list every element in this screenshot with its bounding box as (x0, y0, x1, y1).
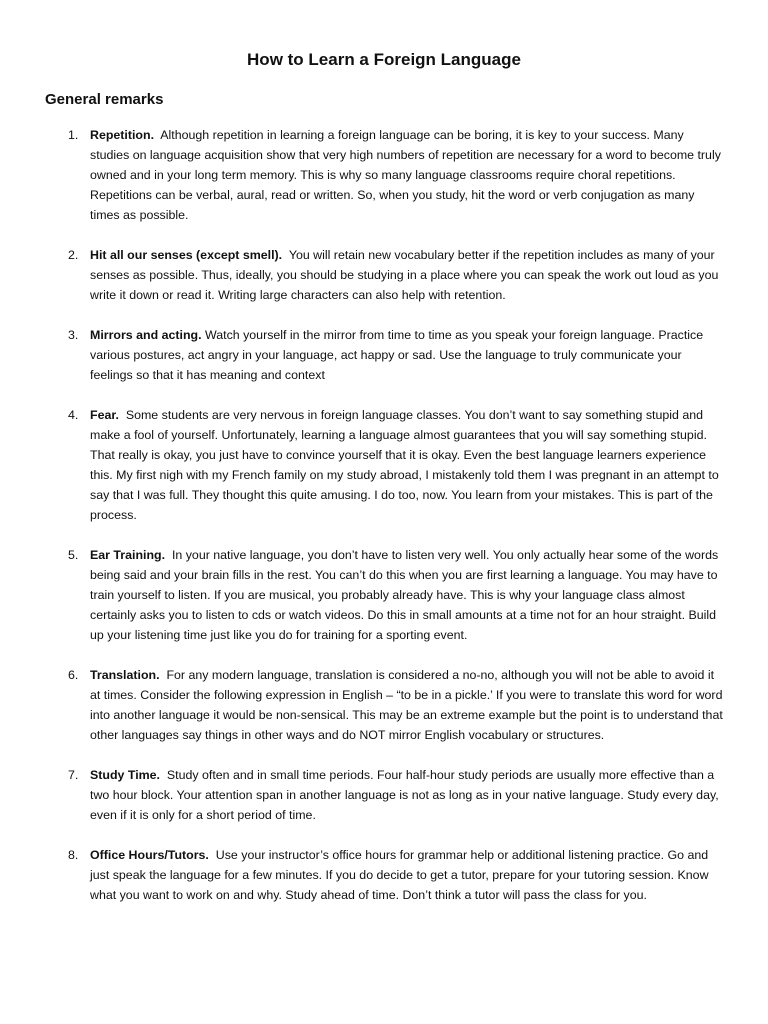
item-number: 7. (68, 768, 79, 782)
item-number: 6. (68, 668, 79, 682)
list-item (68, 545, 726, 645)
item-body: Watch yourself in the mirror from time to time as you speak your foreign language. Practice various postures, act angry in your language, act happy or sad. Use the language to truly communicate your feelings so that it has meaning and context (90, 328, 704, 382)
item-title: Office Hours/Tutors. (90, 848, 209, 862)
list-item (68, 325, 726, 385)
item-title: Fear. (90, 408, 119, 422)
list-item (68, 405, 726, 525)
item-number: 4. (68, 408, 79, 422)
item-body: Study often and in small time periods. Four half-hour study periods are usually more effective than a two hour block. Your attention span in another language is not as long as in your native language. Study every day, even if it is only for a short period of time. (90, 768, 719, 822)
list-item (68, 125, 726, 225)
item-title: Translation. (90, 668, 160, 682)
item-number: 2. (68, 248, 79, 262)
item-number: 8. (68, 848, 79, 862)
item-body: Use your instructor’s office hours for grammar help or additional listening practice. Go and just speak the language for a few minutes. If you do decide to get a tutor, prepare for your tutoring session. Know what you want to work on and why. Study ahead of time. Don’t think a tutor will pass the class for you. (90, 848, 709, 902)
remarks-list (0, 125, 768, 925)
item-number: 5. (68, 548, 79, 562)
list-item (68, 245, 726, 305)
list-item (68, 845, 726, 905)
list-item (68, 665, 726, 745)
item-title: Repetition. (90, 128, 155, 142)
item-body: You will retain new vocabulary better if the repetition includes as many of your senses as possible. Thus, ideally, you should be studying in a place where you can speak the work out loud as you write it down or read it. Writing large characters can also help with retention. (90, 248, 719, 302)
item-body: Although repetition in learning a foreign language can be boring, it is key to your success. Many studies on language acquisition show that very high numbers of repetition are necessary for a word to become truly owned and in your long term memory. This is why so many language classrooms require choral repetitions. Repetitions can be verbal, aural, read or written. So, when you study, hit the word or verb conjugation as many times as possible. (90, 128, 721, 222)
item-title: Ear Training. (90, 548, 166, 562)
document-title: How to Learn a Foreign Language (247, 50, 521, 69)
item-number: 1. (68, 128, 79, 142)
item-body: Some students are very nervous in foreign language classes. You don’t want to say something stupid and make a fool of yourself. Unfortunately, learning a language almost guarantees that you will say something stupid. That really is okay, you just have to convince yourself that it is okay. Even the best language learners experience this. My first nigh with my French family on my study abroad, I mistakenly told them I was pregnant in an attempt to say that I was full. They thought this quite amusing. I do too, now. You learn from your mistakes. This is part of the process. (90, 408, 719, 522)
item-body: For any modern language, translation is considered a no-no, although you will not be able to avoid it at times. Consider the following expression in English – “to be in a pickle.’ If you were to translate this word for word into another language it would be non-sensical. This may be an extreme example but the point is to understand that other languages say things in other ways and do NOT mirror English vocabulary or structures. (90, 668, 723, 742)
item-title: Hit all our senses (except smell). (90, 248, 283, 262)
item-title: Mirrors and acting. (90, 328, 202, 342)
item-title: Study Time. (90, 768, 160, 782)
list-item (68, 765, 726, 825)
section-heading: General remarks (45, 91, 164, 108)
item-number: 3. (68, 328, 79, 342)
item-body: In your native language, you don’t have to listen very well. You only actually hear some of the words being said and your brain fills in the rest. You can’t do this when you are first learning a language. You may have to train yourself to listen. If you are musical, you probably already have. This is why your language class almost certainly asks you to listen to cds or watch videos. Do this in small amounts at a time not for an hour straight. Build up your listening time just like you do for training for a sporting event. (90, 548, 719, 642)
